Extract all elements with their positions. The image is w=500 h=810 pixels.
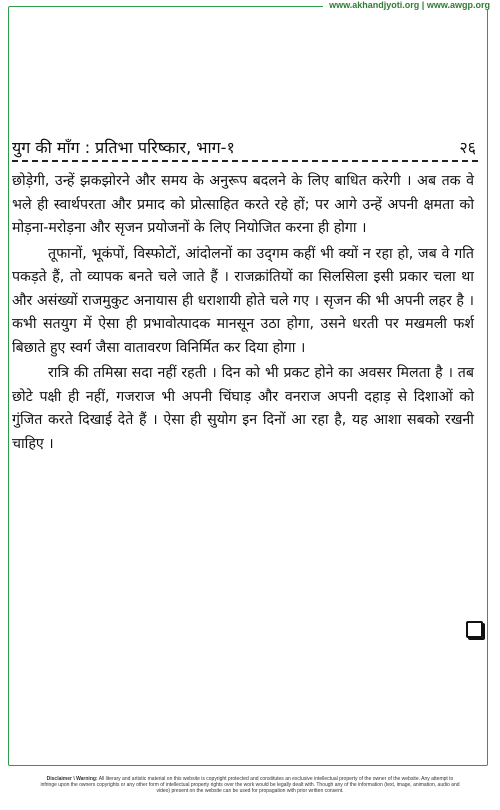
end-of-chapter-icon: [466, 621, 483, 638]
paragraph: छोड़ेगी, उन्हें झकझोरने और समय के अनुरूप बदलने के लिए बाधित करेगी । अब तक वे भले ही स्वार्थपरता और प्रमाद को प्रोत्साहित करते रहे हों; पर आगे उन्हें अपनी क्षमता को मोड़ना-मरोड़ना और सृजन प्रयोजनों के लिए नियोजित करना ही होगा ।: [12, 173, 474, 236]
dashed-divider: [12, 160, 478, 162]
disclaimer: [40, 776, 460, 794]
paragraph: तूफानों, भूकंपों, विस्फोटों, आंदोलनों का उद्‍गम कहीं भी क्यों न रहा हो, जब वे गति पकड़ते हैं, तो व्यापक बनते चले जाते हैं । राजक्रांतियों का सिलसिला इसी प्रकार चला था और असंख्यों राजमुकुट अनायास ही धराशायी होते चले गए । सृजन की भी अपनी लहर है । कभी सतयुग में ऐसा ही प्रभावोत्पादक मानसून उठा होगा, उसने धरती पर मखमली फर्श बिछाते हुए स्वर्ग जैसा वातावरण विनिर्मित कर दिया होगा ।: [12, 245, 474, 356]
site-url[interactable]: www.akhandjyoti.org | www.awgp.org: [323, 0, 492, 10]
disclaimer-text: All literary and artistic material on this website is copyright protected and constitutes an exclusive intellectual property of the owner of the website. Any attempt to infringe upon the owners copyrights or any other form of intellectual property rights over the work would be legally dealt with. Though any of the information (text, image, animation, audio and video) present on the website can be used for propagation with prior written consent.: [40, 776, 460, 794]
book-title: युग की माँग : प्रतिभा परिष्कार, भाग-१: [12, 138, 235, 157]
body-text: [12, 170, 474, 458]
paragraph: रात्रि की तमिस्रा सदा नहीं रहती । दिन को भी प्रकट होने का अवसर मिलता है । तब छोटे पक्षी ही नहीं, गजराज भी अपनी चिंघाड़ और वनराज अपनी दहाड़ से दिशाओं को गुंजित करते दिखाई देते हैं । ऐसा ही सुयोग इन दिनों आ रहा है, यह आशा सबको रखनी चाहिए ।: [12, 365, 474, 452]
page-number: २६: [459, 138, 476, 157]
disclaimer-label: Disclaimer \ Warning:: [46, 776, 98, 782]
